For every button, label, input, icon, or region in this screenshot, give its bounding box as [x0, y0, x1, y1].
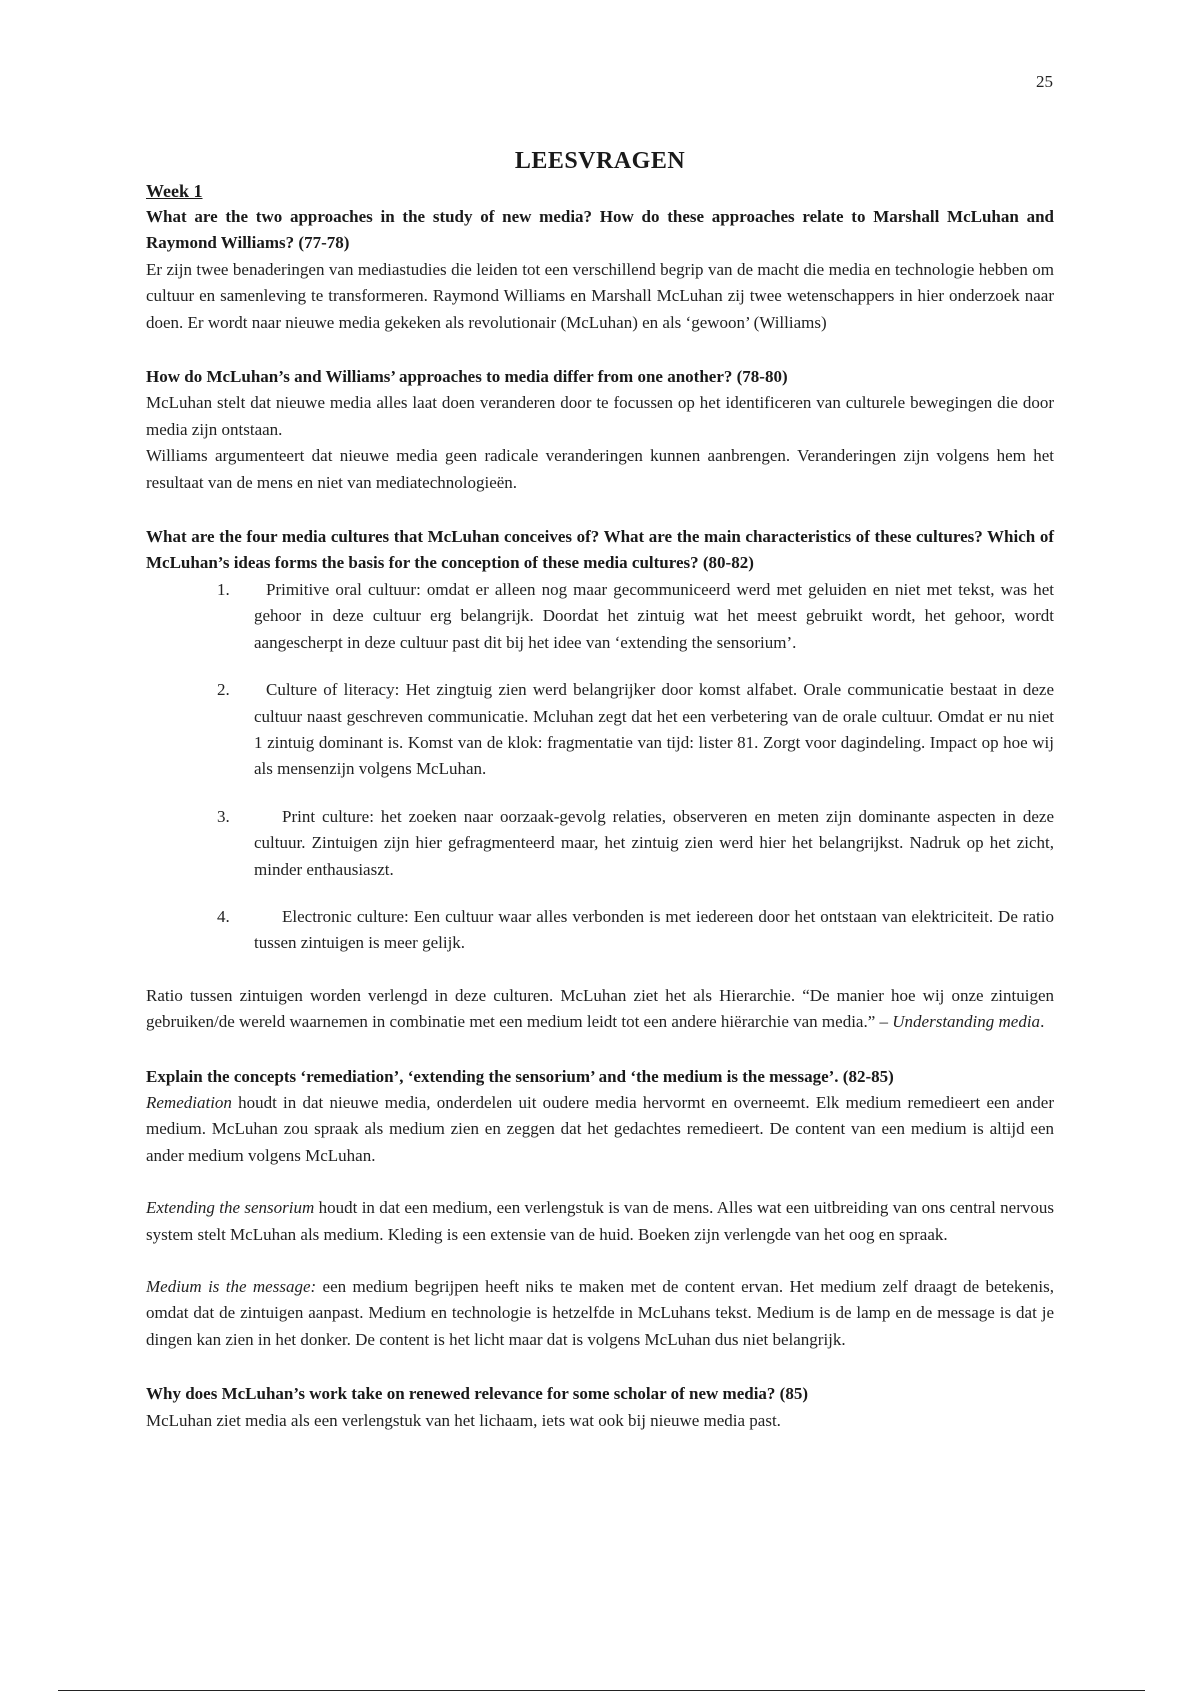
list-item [217, 804, 1054, 883]
answer-differences-williams: Williams argumenteert dat nieuwe media geen radicale veranderingen kunnen aanbrengen. Veranderingen zijn volgens hem het resultaat van de mens en niet van mediatechnologieën. [146, 446, 1054, 492]
list-item-text: Print culture: het zoeken naar oorzaak-gevolg relaties, observeren en meten zijn dominante aspecten in deze cultuur. Zintuigen zijn hier gefragmenteerd maar, het zintuig zien werd hier het belangrijkst. Nadruk op het zicht, minder enthausiaszt. [254, 806, 1054, 879]
list-item [217, 904, 1054, 957]
remediation-term: Remediation [146, 1092, 232, 1112]
sensorium-term: Extending the sensorium [146, 1198, 315, 1218]
media-cultures-list [146, 577, 1054, 957]
page-number: 25 [1036, 72, 1053, 91]
list-item-text: Culture of literacy: Het zingtuig zien werd belangrijker door komst alfabet. Orale communicatie bestaat in deze cultuur naast geschreven communicatie. Mcluhan zegt dat het een verbetering van de orale cultuur. Omdat er nu niet 1 zintuig dominant is. Komst van de klok: fragmentatie van tijd: lister 81. Zorgt voor dagindeling. Impact op hoe wij als mensenzijn volgens McLuhan. [254, 680, 1054, 779]
sensorium-paragraph [146, 1195, 1054, 1248]
list-item-text: Primitive oral cultuur: omdat er alleen nog maar gecommuniceerd werd met geluiden en niet met tekst, was het gehoor in deze cultuur erg belangrijk. Doordat het zintuig wat het meest gebruikt wordt, het gehoor, wordt aangescherpt in deze cultuur past dit bij het idee van ‘extending the sensorium’. [254, 579, 1054, 652]
answer-relevance: McLuhan ziet media als een verlengstuk van het lichaam, iets wat ook bij nieuwe media past. [146, 1410, 781, 1430]
question-differences: How do McLuhan’s and Williams’ approaches to media differ from one another? (78-80) [146, 367, 788, 387]
list-item [217, 577, 1054, 656]
list-number: 1. [217, 579, 230, 599]
question-relevance: Why does McLuhan’s work take on renewed relevance for some scholar of new media? (85) [146, 1384, 809, 1404]
question-approaches: What are the two approaches in the study of new media? How do these approaches relate to Marshall McLuhan and Raymond Williams? (77-78) [146, 207, 1054, 253]
message-paragraph [146, 1274, 1054, 1353]
page-title: LEESVRAGEN [514, 148, 686, 174]
message-text: een medium begrijpen heeft niks te maken met de content ervan. Het medium zelf draagt de betekenis, omdat dat de zintuigen aanpast. Medium en technologie is hetzelfde in McLuhans tekst. Medium is de lamp en de message is dat je dingen kan zien in het donker. De content is het licht maar dat is volgens McLuhan dus niet belangrijk. [146, 1277, 1055, 1349]
footer-divider [58, 1690, 1145, 1691]
sensorium-text: houdt in dat een medium, een verlengstuk is van de mens. Alles wat een uitbreiding van ons central nervous system stelt McLuhan als medium. Kleding is een extensie van de huid. Boeken zijn verlengde van het oog en spraak. [146, 1198, 1054, 1244]
question-concepts: Explain the concepts ‘remediation’, ‘extending the sensorium’ and ‘the medium is the message’. (82-85) [146, 1066, 894, 1086]
week-heading: Week 1 [146, 181, 203, 201]
message-term: Medium is the message: [146, 1277, 317, 1296]
list-item-text: Electronic culture: Een cultuur waar alles verbonden is met iedereen door het ontstaan van elektriciteit. De ratio tussen zintuigen is meer gelijk. [254, 906, 1054, 953]
ratio-source: Understanding media [892, 1012, 1041, 1032]
question-media-cultures: What are the four media cultures that McLuhan conceives of? What are the main characteristics of these cultures? Which of McLuhan’s ideas forms the basis for the conception of these media cultures? (80-82) [146, 527, 1054, 573]
answer-approaches: Er zijn twee benaderingen van mediastudies die leiden tot een verschillend begrip van de macht die media en technologie hebben om cultuur en samenleving te transformeren. Raymond Williams en Marshall McLuhan zij twee wetenschappers in hier onderzoek naar doen. Er wordt naar nieuwe media gekeken als revolutionair (McLuhan) en als ‘gewoon’ (Williams) [146, 259, 1054, 332]
list-number: 2. [217, 680, 230, 700]
list-item [217, 677, 1054, 783]
document-body [146, 0, 1054, 1434]
list-number: 4. [217, 906, 230, 926]
list-number: 3. [217, 806, 230, 826]
ratio-text: Ratio tussen zintuigen worden verlengd in deze culturen. McLuhan ziet het als Hierarchie. “De manier hoe wij onze zintuigen gebruiken/de wereld waarnemen in combinatie met een medium leidt tot een andere hiërarchie van media.” – [146, 985, 1054, 1032]
ratio-paragraph [146, 983, 1054, 1036]
remediation-text: houdt in dat nieuwe media, onderdelen uit oudere media hervormt en overneemt. Elk medium remedieert een ander medium. McLuhan zou spraak als medium zien en zeggen dat het gedachtes remedieert. De content van een medium is altijd een ander medium volgens McLuhan. [146, 1092, 1054, 1165]
remediation-paragraph [146, 1090, 1054, 1169]
answer-differences-mcluhan: McLuhan stelt dat nieuwe media alles laat doen veranderen door te focussen op het identificeren van culturele bewegingen die door media zijn ontstaan. [146, 393, 1054, 439]
ratio-end: . [1040, 1012, 1045, 1032]
